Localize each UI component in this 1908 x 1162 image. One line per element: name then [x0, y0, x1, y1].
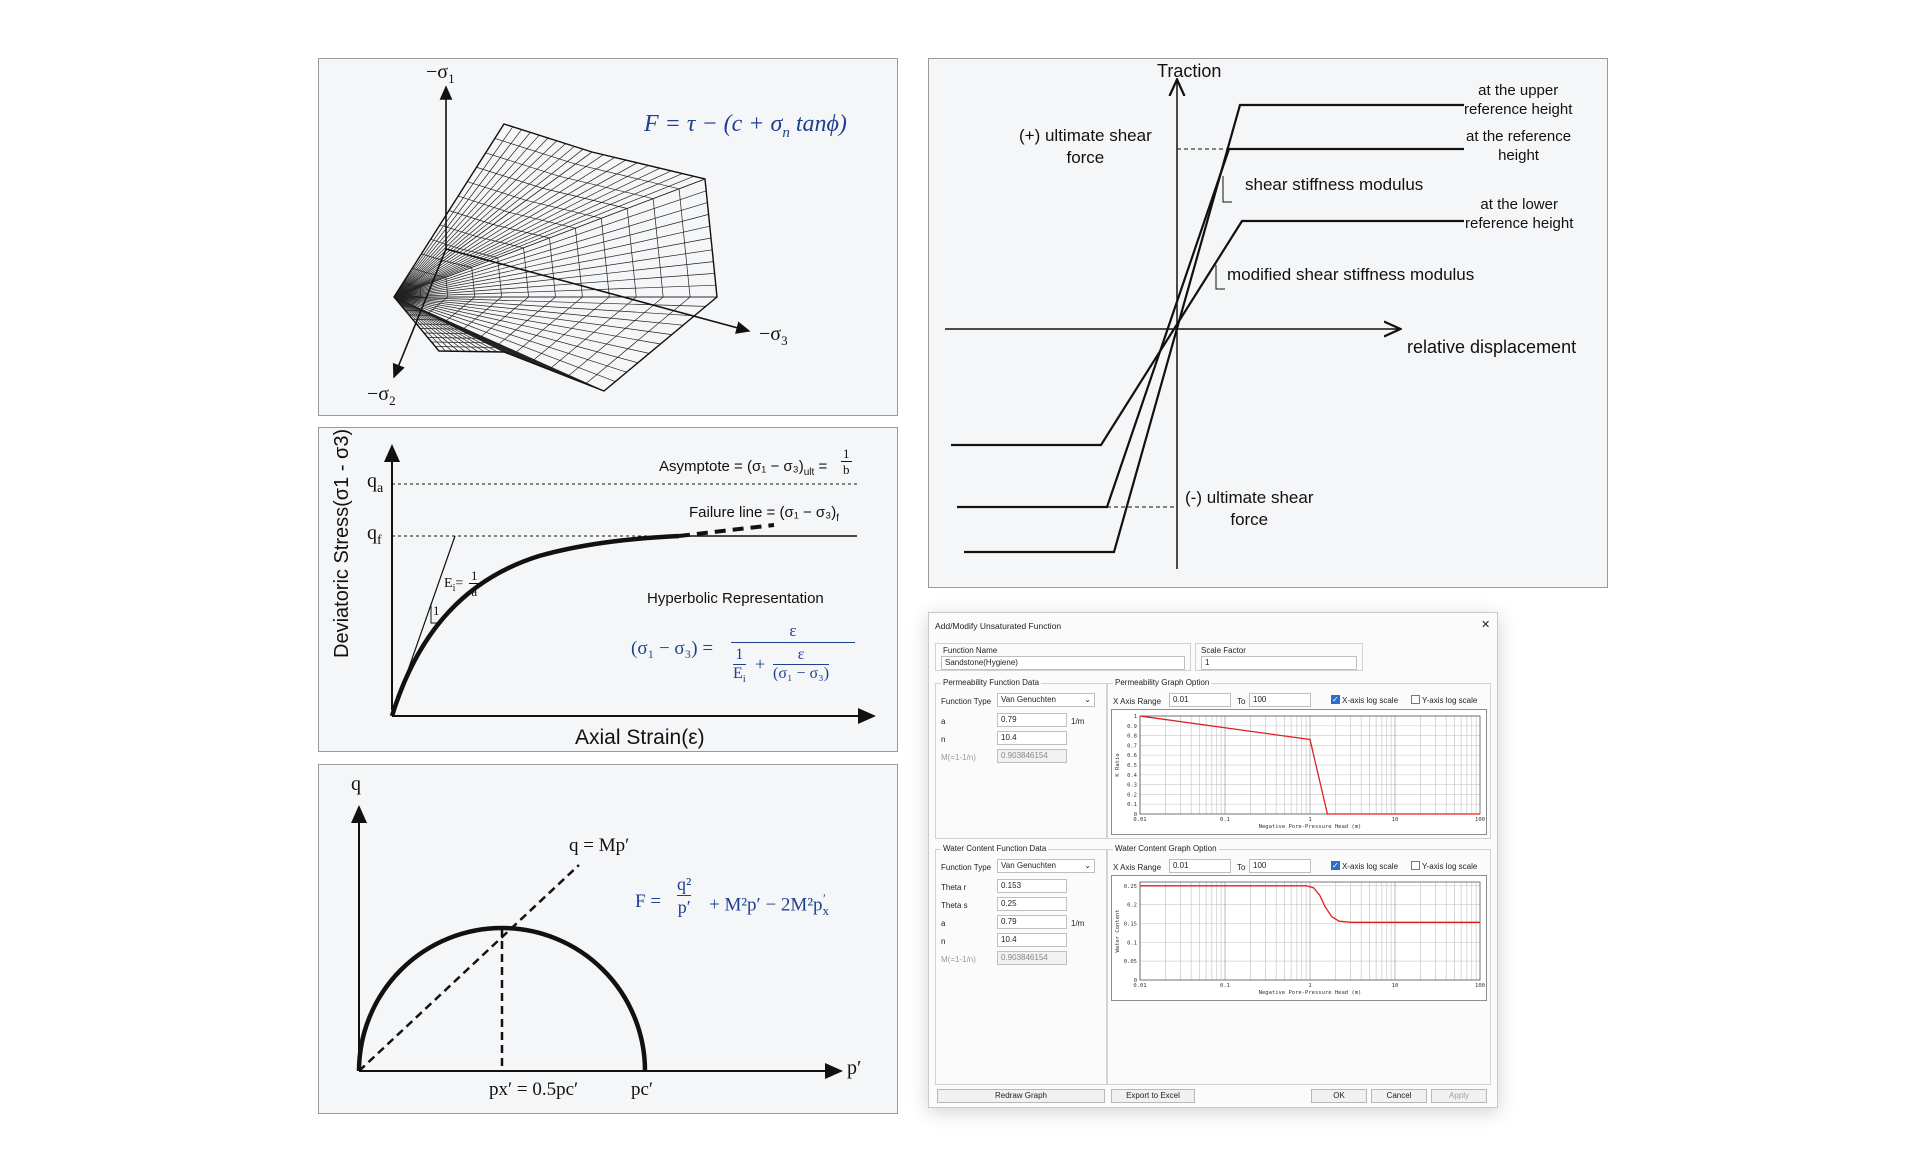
- y-tick-label: 0.5: [1127, 763, 1137, 769]
- x-tick-label: 10: [1391, 817, 1399, 823]
- surface-ring: [653, 199, 663, 297]
- function-name-field[interactable]: Sandstone(Hygiene): [941, 656, 1185, 670]
- perm-m-label: M(=1-1/n): [941, 753, 976, 762]
- surface-ring: [417, 324, 450, 325]
- reference-label: at the reference height: [1466, 128, 1572, 164]
- surface-ring: [432, 342, 486, 343]
- x-tick-label: 100: [1475, 817, 1485, 823]
- failure-dash: [679, 525, 774, 536]
- y-tick-label: 0.6: [1127, 753, 1137, 760]
- asymptote-label: Asymptote = $(\sigma_1 - \sigma_3)_{ult}$ =: [659, 458, 828, 478]
- y-tick-label: 0.8: [1127, 733, 1137, 740]
- perm-xmax-field[interactable]: 100: [1249, 693, 1311, 707]
- hyperbolic-panel: [318, 427, 898, 752]
- qa-label: $q_a$: [367, 470, 384, 496]
- csl-label: q = Mp′: [569, 835, 630, 856]
- wc-xmax-field[interactable]: 100: [1249, 859, 1311, 873]
- hyperbolic-eq-rhs: ε: [731, 620, 855, 643]
- y-axis-label: Water Content: [1115, 909, 1121, 953]
- reference-curve: [957, 149, 1464, 507]
- x-tick-label: 10: [1391, 983, 1399, 989]
- x-axis-label: Negative Pore-Pressure Head (m): [1258, 990, 1362, 996]
- surface-ring: [435, 347, 495, 348]
- surface-ring: [550, 238, 556, 297]
- surface-ring: [627, 209, 636, 298]
- y-tick-label: 0.9: [1127, 723, 1137, 730]
- x-axis-label: Axial Strain(ε): [575, 726, 705, 749]
- close-icon[interactable]: ✕: [1481, 619, 1491, 631]
- scale-factor-field[interactable]: 1: [1201, 656, 1357, 670]
- x-tick-label: 0.1: [1220, 817, 1230, 823]
- y-tick-label: 0: [1133, 978, 1137, 984]
- surface-ring: [428, 338, 477, 339]
- y-tick-label: 0.2: [1127, 792, 1137, 799]
- wc-thr-label: Theta r: [941, 883, 967, 892]
- chevron-down-icon: ⌄: [1084, 861, 1091, 870]
- wc-type-select[interactable]: Van Genuchten ⌄: [997, 859, 1095, 873]
- wc-a-unit: 1/m: [1071, 919, 1085, 928]
- qf-label: $q_f$: [367, 522, 382, 548]
- cam-eq-tail: + $M^2p' - 2M^2p_x'$: [709, 891, 830, 919]
- perm-graph-title: Permeability Graph Option: [1115, 678, 1210, 687]
- y-tick-label: 0.2: [1127, 902, 1137, 909]
- pos-ult-label: (+) ultimate shear force: [1019, 126, 1152, 167]
- wc-thr-field[interactable]: 0.153: [997, 879, 1067, 893]
- mohr-coulomb-equation: $F = \tau - (c + \sigma_n$ tanϕ): [644, 111, 847, 141]
- perm-type-label: Function Type: [941, 697, 992, 706]
- neg-ult-label: (-) ultimate shear force: [1185, 488, 1314, 529]
- px-label: px′ = 0.5pc′: [489, 1079, 579, 1100]
- hyperbolic-eq-plus: +: [755, 654, 766, 674]
- perm-n-label: n: [941, 735, 946, 744]
- surface-ring: [576, 164, 680, 189]
- perm-ylog-checkbox[interactable]: [1411, 695, 1420, 704]
- surface-ring: [424, 333, 467, 334]
- sigma2-axis-label: $-\sigma_2$: [367, 383, 396, 408]
- perm-xrange-label: X Axis Range: [1113, 697, 1162, 706]
- wc-ths-field[interactable]: 0.25: [997, 897, 1067, 911]
- stiffness-label: shear stiffness modulus: [1245, 175, 1424, 194]
- y-tick-label: 0.05: [1123, 959, 1137, 966]
- x-tick-label: 0.01: [1133, 983, 1147, 989]
- x-tick-label: 1: [1308, 983, 1312, 989]
- mod-stiffness-triangle: [1216, 265, 1225, 289]
- hyperbolic-eq-lhs: (σ₁ − σ₃) =: [631, 638, 714, 659]
- wc-ylog-checkbox[interactable]: [1411, 861, 1420, 870]
- y-axis-label: K Ratio: [1115, 753, 1121, 777]
- ok-button[interactable]: OK: [1311, 1089, 1367, 1103]
- hyperbolic-eq-den1: 1 $E_i$: [733, 646, 746, 686]
- perm-a-field[interactable]: 0.79: [997, 713, 1067, 727]
- permeability-chart: [1111, 709, 1487, 835]
- ei-label: $E_i=$: [444, 576, 464, 594]
- y-tick-label: 0: [1133, 812, 1137, 818]
- cam-eq-F: F =: [635, 891, 662, 912]
- surface-ring: [420, 329, 458, 330]
- redraw-graph-button[interactable]: Redraw Graph: [937, 1089, 1105, 1103]
- perm-data-title: Permeability Function Data: [943, 678, 1040, 687]
- ei-fraction: 1 a: [471, 568, 478, 599]
- y-axis-label: Deviatoric Stress(σ1 - σ3): [331, 428, 353, 658]
- apply-button[interactable]: Apply: [1431, 1089, 1487, 1103]
- wc-xrange-label: X Axis Range: [1113, 863, 1162, 872]
- q-axis-label: q: [351, 773, 361, 795]
- wc-type-label: Function Type: [941, 863, 992, 872]
- wc-to-label: To: [1237, 863, 1246, 872]
- wc-m-field: 0.903846154: [997, 951, 1067, 965]
- x-axis-label: Negative Pore-Pressure Head (m): [1258, 824, 1362, 830]
- surface-ring: [575, 228, 582, 297]
- dialog-title: Add/Modify Unsaturated Function: [935, 621, 1062, 631]
- sigma3-axis-label: $-\sigma_3$: [759, 323, 788, 348]
- hyperbolic-eq-den2: ε (σ₁ − σ₃): [773, 646, 830, 682]
- mod-stiffness-label: modified shear stiffness modulus: [1227, 265, 1475, 284]
- scale-factor-label: Scale Factor: [1201, 646, 1246, 655]
- upper-ref-label: at the upper reference height: [1464, 82, 1573, 118]
- wc-data-title: Water Content Function Data: [943, 844, 1047, 853]
- water-content-chart: [1111, 875, 1487, 1001]
- mohr-coulomb-panel: [318, 58, 898, 416]
- wc-graph-title: Water Content Graph Option: [1115, 844, 1217, 853]
- chevron-down-icon: ⌄: [1084, 695, 1091, 704]
- perm-a-unit: 1/m: [1071, 717, 1085, 726]
- p-axis-label: p′: [847, 1057, 862, 1079]
- y-tick-label: 0.1: [1127, 802, 1137, 809]
- cancel-button[interactable]: Cancel: [1371, 1089, 1427, 1103]
- perm-to-label: To: [1237, 697, 1246, 706]
- stiffness-triangle: [1223, 176, 1232, 202]
- wc-m-label: M(=1-1/n): [941, 955, 976, 964]
- csl-line: [359, 865, 579, 1071]
- hyperbola-curve: [392, 536, 679, 716]
- traction-label: Traction: [1157, 61, 1222, 81]
- cam-clay-plot: [319, 765, 899, 1115]
- cam-clay-panel: [318, 764, 898, 1114]
- hyperbolic-title: Hyperbolic Representation: [647, 590, 824, 607]
- x-tick-label: 0.1: [1220, 983, 1230, 989]
- y-tick-label: 1: [1133, 714, 1137, 720]
- export-excel-button[interactable]: Export to Excel: [1111, 1089, 1195, 1103]
- perm-m-field: 0.903846154: [997, 749, 1067, 763]
- perm-ylog-label: Y-axis log scale: [1422, 696, 1478, 705]
- relative-displacement-label: relative displacement: [1407, 337, 1577, 357]
- wc-xlog-checkbox[interactable]: [1331, 861, 1340, 870]
- slope-one-label: 1: [433, 603, 440, 618]
- x-tick-label: 0.01: [1133, 817, 1147, 823]
- y-tick-label: 0.1: [1127, 940, 1137, 947]
- permeability-chart-svg: [1112, 710, 1488, 836]
- perm-a-label: a: [941, 717, 946, 726]
- sigma1-axis-label: $-\sigma_1$: [426, 61, 455, 86]
- perm-n-field[interactable]: 10.4: [997, 731, 1067, 745]
- water-content-chart-svg: [1112, 876, 1488, 1002]
- function-name-label: Function Name: [943, 646, 998, 655]
- wc-n-field[interactable]: 10.4: [997, 933, 1067, 947]
- lower-curve: [951, 221, 1464, 445]
- asymptote-fraction: 1 b: [843, 446, 850, 477]
- traction-panel: [928, 58, 1608, 588]
- y-tick-label: 0.25: [1123, 883, 1137, 890]
- y-tick-label: 0.15: [1123, 921, 1137, 928]
- unsaturated-function-dialog: [928, 612, 1498, 1108]
- wc-xmin-field[interactable]: 0.01: [1169, 859, 1231, 873]
- wc-n-label: n: [941, 937, 946, 946]
- pc-label: pc′: [631, 1079, 654, 1100]
- cam-eq-fraction: q² p′: [677, 874, 692, 917]
- wc-ths-label: Theta s: [941, 901, 968, 910]
- wc-a-field[interactable]: 0.79: [997, 915, 1067, 929]
- x-tick-label: 1: [1308, 817, 1312, 823]
- perm-xmin-field[interactable]: 0.01: [1169, 693, 1231, 707]
- wc-ylog-label: Y-axis log scale: [1422, 862, 1478, 871]
- failure-line-label: Failure line = $(\sigma_1 - \sigma_3)_f$: [689, 504, 840, 524]
- perm-type-select[interactable]: Van Genuchten ⌄: [997, 693, 1095, 707]
- lower-ref-label: at the lower reference height: [1465, 196, 1574, 232]
- surface-ring: [679, 189, 690, 297]
- perm-xlog-label: X-axis log scale: [1342, 696, 1399, 705]
- y-tick-label: 0.4: [1127, 772, 1137, 779]
- surface-ring: [601, 218, 609, 297]
- y-tick-label: 0.3: [1127, 782, 1137, 789]
- x-tick-label: 100: [1475, 983, 1485, 989]
- wc-xlog-label: X-axis log scale: [1342, 862, 1399, 871]
- wc-a-label: a: [941, 919, 946, 928]
- perm-xlog-checkbox[interactable]: [1331, 695, 1340, 704]
- y-tick-label: 0.7: [1127, 743, 1137, 750]
